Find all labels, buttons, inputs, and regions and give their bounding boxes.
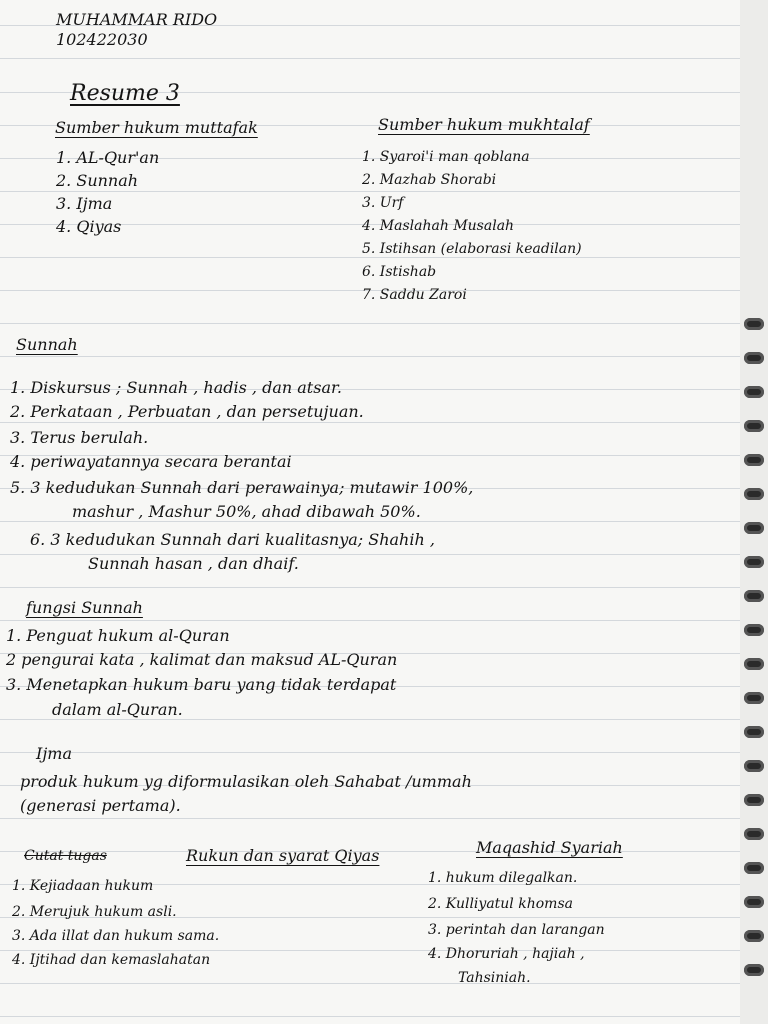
sunnah-item: Sunnah hasan , dan dhaif. [88, 554, 299, 573]
sunnah-item: 4. periwayatannya secara berantai [10, 452, 292, 471]
maqashid-heading: Maqashid Syariah [476, 838, 623, 857]
sunnah-item: 6. 3 kedudukan Sunnah dari kualitasnya; Shahih , [30, 530, 435, 549]
ijma-line: (generasi pertama). [20, 796, 181, 815]
spiral-ring [744, 420, 764, 432]
spiral-ring [744, 726, 764, 738]
spiral-ring [744, 352, 764, 364]
spiral-ring [744, 896, 764, 908]
mukhtalaf-heading: Sumber hukum mukhtalaf [378, 115, 590, 134]
muttafak-heading: Sumber hukum muttafak [55, 118, 258, 137]
muttafak-item: 2. Sunnah [56, 171, 139, 190]
spiral-ring [744, 624, 764, 636]
struck-heading: Cutat tugas [24, 848, 107, 864]
fungsi-item: 1. Penguat hukum al-Quran [6, 626, 230, 645]
spiral-ring [744, 386, 764, 398]
maqashid-item: 1. hukum dilegalkan. [428, 870, 578, 886]
ijma-heading: Ijma [36, 744, 72, 763]
muttafak-item: 1. AL-Qur'an [56, 148, 160, 167]
spiral-ring [744, 454, 764, 466]
spiral-ring [744, 930, 764, 942]
spiral-ring [744, 318, 764, 330]
page-title: Resume 3 [70, 81, 180, 106]
qiyas-item: 2. Merujuk hukum asli. [12, 904, 177, 920]
muttafak-item: 3. Ijma [56, 194, 113, 213]
ijma-line: produk hukum yg diformulasikan oleh Sahabat /ummah [20, 772, 472, 791]
fungsi-item: 2 pengurai kata , kalimat dan maksud AL-Quran [6, 650, 398, 669]
qiyas-item: 3. Ada illat dan hukum sama. [12, 928, 220, 944]
maqashid-item: 3. perintah dan larangan [428, 922, 605, 938]
student-id: 102422030 [56, 30, 148, 49]
spiral-ring [744, 692, 764, 704]
mukhtalaf-item: 2. Mazhab Shorabi [362, 172, 497, 188]
qiyas-item: 4. Ijtihad dan kemaslahatan [12, 952, 211, 968]
spiral-ring [744, 556, 764, 568]
sunnah-item: 2. Perkataan , Perbuatan , dan persetujuan. [10, 402, 364, 421]
fungsi-item: 3. Menetapkan hukum baru yang tidak terdapat [6, 675, 397, 694]
qiyas-item: 1. Kejiadaan hukum [12, 878, 154, 894]
mukhtalaf-item: 3. Urf [362, 195, 404, 211]
sunnah-item: 5. 3 kedudukan Sunnah dari perawainya; mutawir 100%, [10, 478, 474, 497]
sunnah-item: 3. Terus berulah. [10, 428, 149, 447]
spiral-ring [744, 794, 764, 806]
maqashid-item: Tahsiniah. [458, 970, 531, 986]
spiral-ring [744, 522, 764, 534]
spiral-ring [744, 590, 764, 602]
qiyas-heading: Rukun dan syarat Qiyas [186, 846, 380, 865]
mukhtalaf-item: 4. Maslahah Musalah [362, 218, 515, 234]
mukhtalaf-item: 1. Syaroi'i man qoblana [362, 149, 530, 165]
sunnah-item: mashur , Mashur 50%, ahad dibawah 50%. [72, 502, 421, 521]
maqashid-item: 4. Dhoruriah , hajiah , [428, 946, 585, 962]
fungsi-item: dalam al-Quran. [52, 700, 183, 719]
mukhtalaf-item: 6. Istishab [362, 264, 437, 280]
spiral-ring [744, 658, 764, 670]
mukhtalaf-item: 7. Saddu Zaroi [362, 287, 467, 303]
spiral-ring [744, 488, 764, 500]
sunnah-heading: Sunnah [16, 335, 78, 354]
spiral-ring [744, 828, 764, 840]
spiral-ring [744, 760, 764, 772]
notebook-spiral [740, 0, 768, 1024]
student-name: MUHAMMAR RIDO [56, 10, 218, 29]
muttafak-item: 4. Qiyas [56, 217, 122, 236]
spiral-ring [744, 964, 764, 976]
spiral-ring [744, 862, 764, 874]
fungsi-heading: fungsi Sunnah [26, 598, 143, 617]
maqashid-item: 2. Kulliyatul khomsa [428, 896, 573, 912]
sunnah-item: 1. Diskursus ; Sunnah , hadis , dan atsar. [10, 378, 342, 397]
mukhtalaf-item: 5. Istihsan (elaborasi keadilan) [362, 241, 582, 257]
